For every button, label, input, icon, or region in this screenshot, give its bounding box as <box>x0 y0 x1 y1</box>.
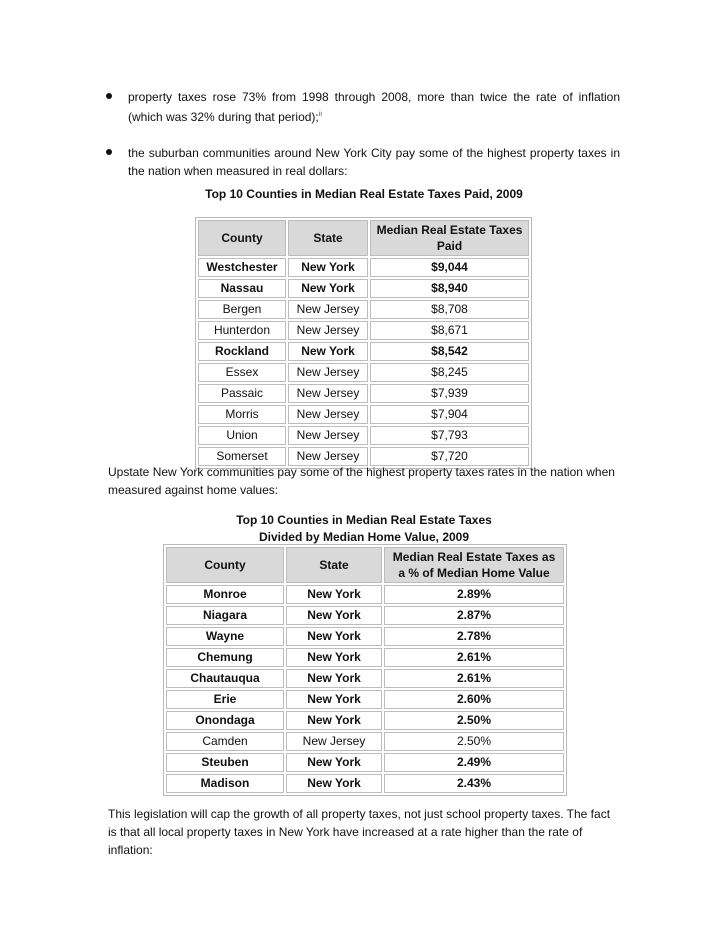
table-row <box>166 753 564 772</box>
state-cell: New York <box>288 279 368 298</box>
value-cell: $8,671 <box>370 321 529 340</box>
state-cell: New Jersey <box>288 363 368 382</box>
county-cell: Chautauqua <box>166 669 284 688</box>
state-cell: New Jersey <box>288 384 368 403</box>
bullet-item <box>128 88 620 126</box>
county-cell: Westchester <box>198 258 286 277</box>
table-row <box>198 426 529 445</box>
county-cell: Chemung <box>166 648 284 667</box>
table2-caption-line1: Top 10 Counties in Median Real Estate Taxes <box>236 513 492 527</box>
state-cell: New York <box>286 711 382 730</box>
county-cell: Camden <box>166 732 284 751</box>
paragraph-legislation: This legislation will cap the growth of all property taxes, not just school property taxes. The fact is that all local property taxes in New York have increased at a rate higher than the rate of inflation: <box>108 807 611 857</box>
table-row <box>166 606 564 625</box>
value-cell: $8,542 <box>370 342 529 361</box>
state-cell: New York <box>288 258 368 277</box>
bullet-text: property taxes rose 73% from 1998 through 2008, more than twice the rate of inflation (which was 32% during that period); <box>128 90 620 124</box>
county-cell: Onondaga <box>166 711 284 730</box>
county-cell: Bergen <box>198 300 286 319</box>
state-cell: New York <box>286 774 382 793</box>
value-cell: $7,793 <box>370 426 529 445</box>
value-cell: 2.50% <box>384 732 564 751</box>
value-cell: $8,940 <box>370 279 529 298</box>
column-header: County <box>198 220 286 256</box>
county-cell: Wayne <box>166 627 284 646</box>
value-cell: 2.60% <box>384 690 564 709</box>
state-cell: New York <box>286 585 382 604</box>
value-cell: 2.49% <box>384 753 564 772</box>
county-cell: Steuben <box>166 753 284 772</box>
column-header: State <box>286 547 382 583</box>
table-row <box>198 384 529 403</box>
column-header: County <box>166 547 284 583</box>
table2-caption <box>164 512 564 546</box>
county-cell: Nassau <box>198 279 286 298</box>
county-cell: Morris <box>198 405 286 424</box>
table-row <box>166 690 564 709</box>
state-cell: New Jersey <box>288 321 368 340</box>
table-row <box>166 732 564 751</box>
table-row <box>166 711 564 730</box>
bullet-item <box>128 144 620 180</box>
table-row <box>198 342 529 361</box>
value-cell: $7,904 <box>370 405 529 424</box>
county-cell: Passaic <box>198 384 286 403</box>
county-cell: Essex <box>198 363 286 382</box>
table-row <box>198 321 529 340</box>
state-cell: New York <box>286 606 382 625</box>
value-cell: 2.43% <box>384 774 564 793</box>
table-row <box>198 258 529 277</box>
column-header: State <box>288 220 368 256</box>
table1-caption: Top 10 Counties in Median Real Estate Taxes Paid, 2009 <box>205 187 523 201</box>
footnote-marker: ii <box>318 111 322 118</box>
value-cell: $7,939 <box>370 384 529 403</box>
value-cell: $8,708 <box>370 300 529 319</box>
value-cell: $7,720 <box>370 447 529 466</box>
state-cell: New York <box>288 342 368 361</box>
state-cell: New York <box>286 753 382 772</box>
state-cell: New Jersey <box>288 405 368 424</box>
column-header: Median Real Estate Taxes as a % of Median Home Value <box>384 547 564 583</box>
table2 <box>163 544 567 796</box>
state-cell: New York <box>286 648 382 667</box>
county-cell: Madison <box>166 774 284 793</box>
table-row <box>198 363 529 382</box>
state-cell: New York <box>286 627 382 646</box>
table-header-row <box>198 220 529 256</box>
county-cell: Rockland <box>198 342 286 361</box>
state-cell: New York <box>286 669 382 688</box>
table-row <box>166 648 564 667</box>
value-cell: 2.87% <box>384 606 564 625</box>
table-row <box>166 669 564 688</box>
county-cell: Union <box>198 426 286 445</box>
column-header: Median Real Estate Taxes Paid <box>370 220 529 256</box>
table-row <box>166 774 564 793</box>
value-cell: 2.61% <box>384 669 564 688</box>
table2-caption-line2: Divided by Median Home Value, 2009 <box>258 530 470 544</box>
value-cell: 2.50% <box>384 711 564 730</box>
value-cell: $9,044 <box>370 258 529 277</box>
value-cell: $8,245 <box>370 363 529 382</box>
table-row <box>166 585 564 604</box>
value-cell: 2.78% <box>384 627 564 646</box>
state-cell: New Jersey <box>288 426 368 445</box>
bullet-text: the suburban communities around New York City pay some of the highest property taxes in the nation when measured in real dollars: <box>128 146 620 178</box>
table-row <box>198 405 529 424</box>
value-cell: 2.89% <box>384 585 564 604</box>
value-cell: 2.61% <box>384 648 564 667</box>
table-row <box>198 279 529 298</box>
paragraph-upstate: Upstate New York communities pay some of the highest property taxes rates in the nation when measured against home values: <box>108 465 615 497</box>
county-cell: Erie <box>166 690 284 709</box>
county-cell: Monroe <box>166 585 284 604</box>
table-row <box>166 627 564 646</box>
table1 <box>195 217 532 469</box>
table-header-row <box>166 547 564 583</box>
state-cell: New Jersey <box>288 447 368 466</box>
bullet-list <box>128 88 620 198</box>
table-row <box>198 300 529 319</box>
county-cell: Somerset <box>198 447 286 466</box>
county-cell: Niagara <box>166 606 284 625</box>
state-cell: New York <box>286 690 382 709</box>
state-cell: New Jersey <box>288 300 368 319</box>
state-cell: New Jersey <box>286 732 382 751</box>
county-cell: Hunterdon <box>198 321 286 340</box>
